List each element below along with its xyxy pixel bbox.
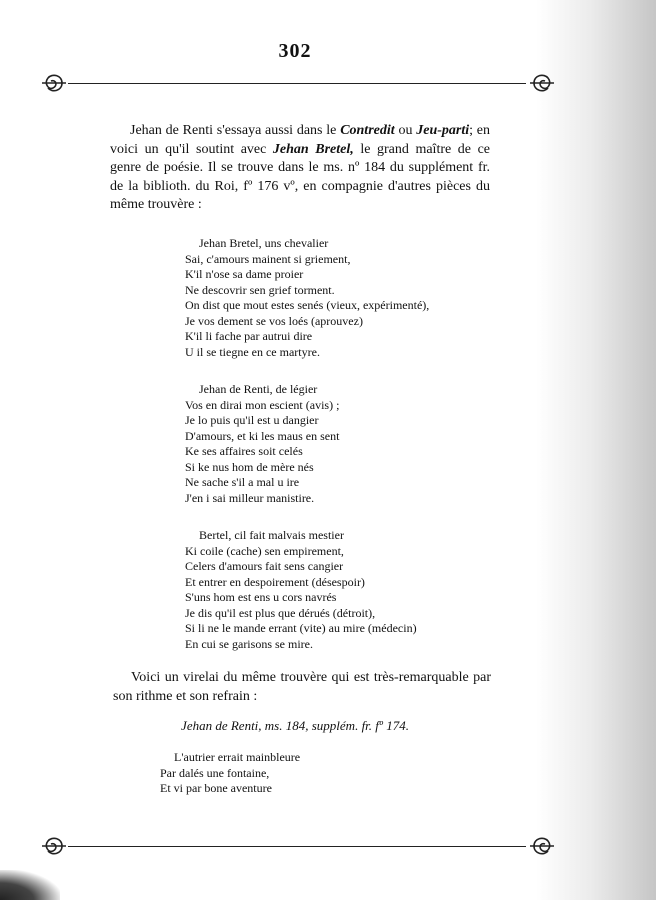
verse-line: Ne descovrir sen grief torment. (185, 282, 335, 297)
verse-line: Bertel, cil fait malvais mestier (199, 528, 344, 542)
virelai-intro-paragraph: Voici un virelai du même trouvère qui est très-remarquable par son rithme et son refrain : (113, 670, 491, 704)
verse-line: Jehan de Renti, de légier (199, 382, 318, 396)
frame-bottom-rule (68, 846, 526, 847)
source-reference: Jehan de Renti, ms. 184, supplém. fr. fº 174. (181, 718, 409, 733)
verse-line: K'il li fache par autrui dire (185, 329, 313, 343)
verse-line: Ki coile (cache) sen empirement, (185, 543, 344, 558)
verse-line: L'autrier errait mainbleure (174, 750, 301, 764)
corner-ornament-icon (38, 70, 68, 96)
verse-line: Jehan Bretel, uns chevalier (199, 236, 329, 250)
virelai-stanza (160, 750, 300, 797)
verse-line: Je lo puis qu'il est u dangier (185, 413, 319, 427)
page-edge-shadow (536, 0, 656, 900)
verse-line: K'il n'ose sa dame proier (185, 267, 304, 281)
intro-block (110, 122, 490, 215)
scan-corner-shadow (0, 870, 60, 900)
verse-line: Par dalés une fontaine, (160, 765, 270, 780)
verse-line: On dist que mout estes senés (vieux, expérimenté), (185, 298, 430, 312)
verse-line: Et vi par bone aventure (160, 781, 272, 795)
verse-line: Ne sache s'il a mal u ire (185, 475, 300, 489)
verse-line: J'en i sai milleur manistire. (185, 490, 315, 505)
corner-ornament-icon (528, 70, 558, 96)
verse-line: En cui se garisons se mire. (185, 636, 313, 651)
stanza-3 (185, 528, 417, 652)
verse-line: Je vos dement se vos loés (aprouvez) (185, 313, 363, 328)
verse-line: U il se tiegne en ce martyre. (185, 344, 320, 359)
corner-ornament-icon (528, 833, 558, 859)
frame-top-rule (68, 83, 526, 84)
verse-line: Et entrer en despoirement (désespoir) (185, 574, 365, 589)
verse-line: Si ke nus hom de mère nés (185, 459, 314, 474)
verse-line: D'amours, et ki les maus en sent (185, 428, 340, 443)
verse-line: Vos en dirai mon escient (avis) ; (185, 397, 340, 412)
verse-line: Celers d'amours fait sens cangier (185, 559, 344, 573)
verse-line: Ke ses affaires soit celés (185, 444, 303, 458)
stanza-2 (185, 382, 339, 506)
corner-ornament-icon (38, 833, 68, 859)
verse-line: Je dis qu'il est plus que dérués (détroit), (185, 605, 376, 620)
page-number: 302 (278, 40, 312, 62)
stanza-1 (185, 236, 429, 360)
verse-line: S'uns hom est ens u cors navrés (185, 590, 337, 604)
verse-line: Si li ne le mande errant (vite) au mire (médecin) (185, 621, 417, 635)
verse-line: Sai, c'amours mainent si griement, (185, 251, 351, 266)
intro-paragraph: Jehan de Renti s'essaya aussi dans le Contredit ou Jeu-parti; en voici un qu'il soutint avec Jehan Bretel, le grand maître de ce genre de poésie. Il se trouve dans le ms. nº 184 du supplément fr. de la biblioth. du Roi, fº 176 vº, en compagnie d'autres pièces du même trouvère : (110, 123, 491, 212)
